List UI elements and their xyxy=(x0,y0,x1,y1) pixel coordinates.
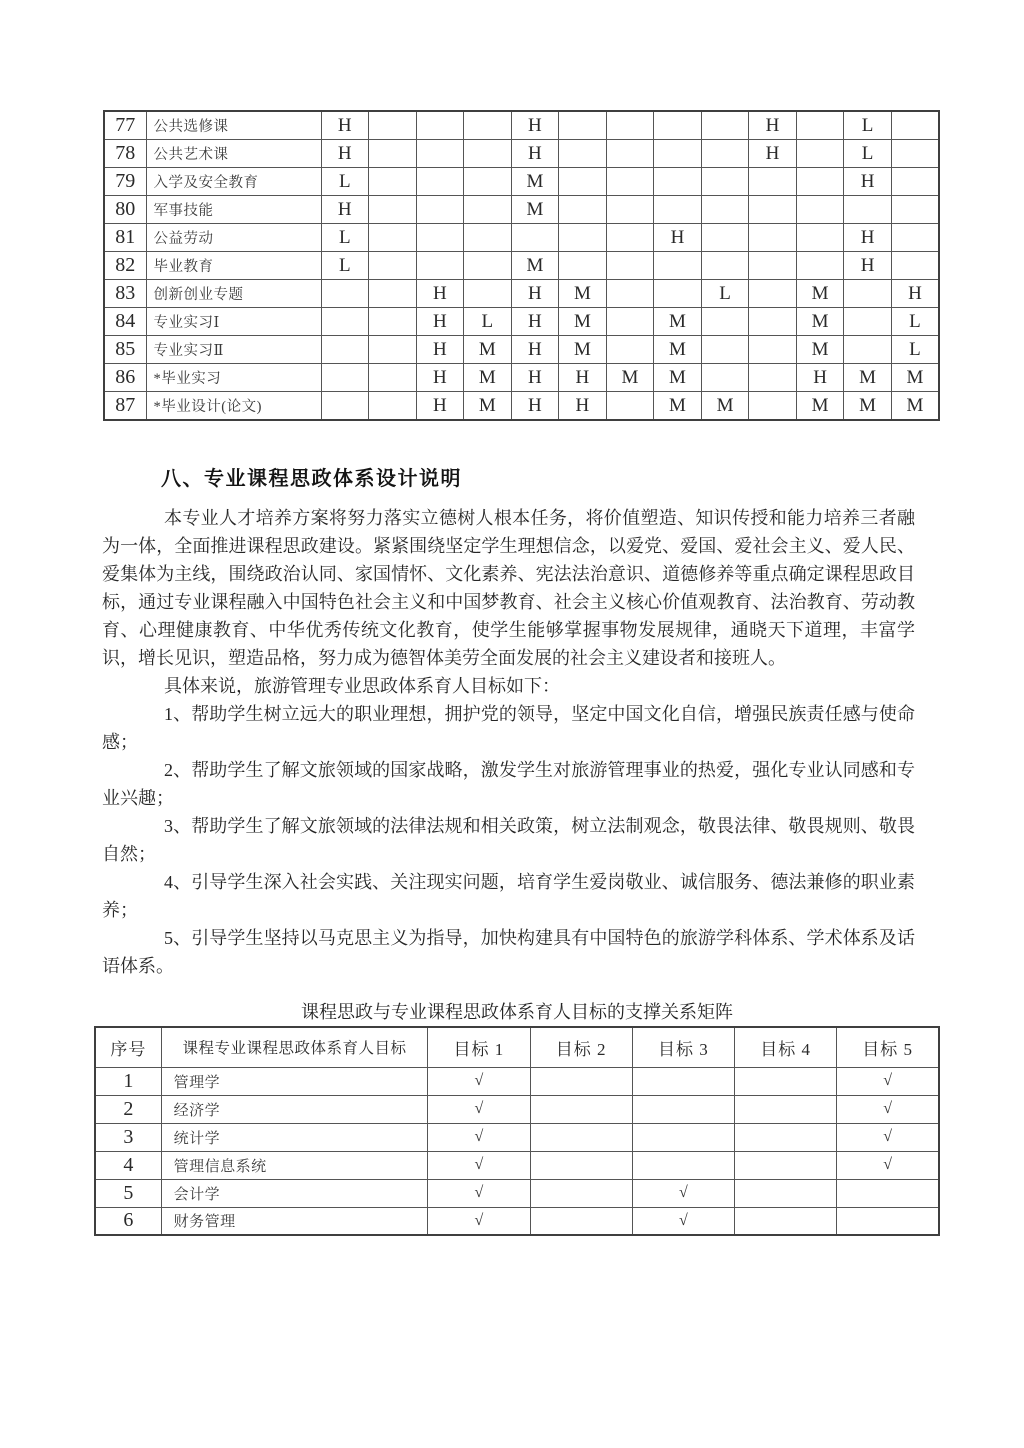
grade-cell: H xyxy=(844,252,892,280)
grade-cell: H xyxy=(796,364,844,392)
grade-cell: M xyxy=(654,392,702,421)
empty-cell xyxy=(632,1151,734,1179)
empty-cell xyxy=(530,1151,632,1179)
grade-cell xyxy=(464,280,512,308)
matrix-row xyxy=(104,168,939,196)
grade-cell: M xyxy=(559,336,607,364)
grade-cell xyxy=(464,252,512,280)
grade-cell xyxy=(654,196,702,224)
grade-cell xyxy=(321,308,369,336)
grade-cell xyxy=(369,168,417,196)
grade-cell: M xyxy=(654,308,702,336)
empty-cell xyxy=(530,1207,632,1235)
grade-cell: M xyxy=(796,280,844,308)
course-name-cell: 财务管理 xyxy=(161,1207,428,1235)
grade-cell xyxy=(749,392,797,421)
grade-cell xyxy=(749,224,797,252)
row-number-cell: 78 xyxy=(104,140,146,168)
grade-cell: M xyxy=(511,196,559,224)
grade-cell: M xyxy=(654,336,702,364)
grade-cell: M xyxy=(559,308,607,336)
row-number-cell: 3 xyxy=(95,1123,161,1151)
grade-cell xyxy=(606,111,654,140)
empty-cell xyxy=(734,1207,836,1235)
grade-cell xyxy=(749,336,797,364)
grade-cell: L xyxy=(891,308,939,336)
grade-cell xyxy=(891,111,939,140)
grade-cell: H xyxy=(416,280,464,308)
empty-cell xyxy=(530,1123,632,1151)
grade-cell xyxy=(321,336,369,364)
support-row xyxy=(95,1095,939,1123)
grade-cell: M xyxy=(464,392,512,421)
matrix-row xyxy=(104,196,939,224)
course-name-cell: 统计学 xyxy=(161,1123,428,1151)
course-name-cell: 创新创业专题 xyxy=(146,280,321,308)
grade-cell: L xyxy=(891,336,939,364)
grade-cell xyxy=(321,364,369,392)
matrix-row xyxy=(104,308,939,336)
grade-cell xyxy=(749,364,797,392)
matrix-row xyxy=(104,140,939,168)
grade-cell xyxy=(416,140,464,168)
grade-cell xyxy=(654,111,702,140)
grade-cell xyxy=(891,168,939,196)
row-number-cell: 83 xyxy=(104,280,146,308)
grade-cell: M xyxy=(796,336,844,364)
row-number-cell: 4 xyxy=(95,1151,161,1179)
empty-cell xyxy=(632,1067,734,1095)
grade-cell: H xyxy=(511,336,559,364)
row-number-cell: 1 xyxy=(95,1067,161,1095)
section-heading: 八、专业课程思政体系设计说明 xyxy=(161,468,462,490)
grade-cell xyxy=(369,196,417,224)
grade-cell: M xyxy=(559,280,607,308)
empty-cell xyxy=(837,1207,939,1235)
grade-cell: H xyxy=(844,168,892,196)
grade-cell xyxy=(606,252,654,280)
course-objective-matrix-table xyxy=(103,110,940,421)
column-header-cell: 目标 2 xyxy=(530,1027,632,1067)
grade-cell xyxy=(796,140,844,168)
grade-cell xyxy=(416,196,464,224)
checkmark-cell: √ xyxy=(428,1179,530,1207)
paragraph-lead-in: 具体来说，旅游管理专业思政体系育人目标如下： xyxy=(164,676,560,696)
empty-cell xyxy=(837,1179,939,1207)
empty-cell xyxy=(530,1067,632,1095)
grade-cell xyxy=(606,196,654,224)
grade-cell: M xyxy=(844,392,892,421)
grade-cell: H xyxy=(321,196,369,224)
empty-cell xyxy=(734,1179,836,1207)
matrix-row xyxy=(104,252,939,280)
grade-cell xyxy=(559,252,607,280)
empty-cell xyxy=(632,1123,734,1151)
grade-cell xyxy=(891,196,939,224)
grade-cell xyxy=(464,168,512,196)
grade-cell: M xyxy=(796,308,844,336)
grade-cell: L xyxy=(464,308,512,336)
grade-cell: L xyxy=(321,224,369,252)
grade-cell xyxy=(701,224,749,252)
grade-cell xyxy=(749,280,797,308)
grade-cell xyxy=(464,196,512,224)
checkmark-cell: √ xyxy=(632,1179,734,1207)
grade-cell: M xyxy=(891,392,939,421)
grade-cell xyxy=(701,336,749,364)
course-name-cell: *毕业实习 xyxy=(146,364,321,392)
grade-cell xyxy=(654,252,702,280)
grade-cell: L xyxy=(844,111,892,140)
grade-cell xyxy=(701,168,749,196)
empty-cell xyxy=(632,1095,734,1123)
grade-cell xyxy=(701,308,749,336)
grade-cell: H xyxy=(416,308,464,336)
support-row xyxy=(95,1179,939,1207)
grade-cell xyxy=(701,140,749,168)
matrix-row xyxy=(104,392,939,421)
checkmark-cell: √ xyxy=(428,1095,530,1123)
grade-cell: H xyxy=(511,392,559,421)
row-number-cell: 84 xyxy=(104,308,146,336)
row-number-cell: 77 xyxy=(104,111,146,140)
course-name-cell: 会计学 xyxy=(161,1179,428,1207)
column-header-cell: 目标 4 xyxy=(734,1027,836,1067)
grade-cell: L xyxy=(701,280,749,308)
goal-item-3: 3、帮助学生了解文旅领域的法律法规和相关政策，树立法制观念，敬畏法律、敬畏规则、敬畏自然； xyxy=(102,816,915,864)
course-name-cell: 公共选修课 xyxy=(146,111,321,140)
row-number-cell: 81 xyxy=(104,224,146,252)
grade-cell xyxy=(796,196,844,224)
grade-cell xyxy=(844,280,892,308)
checkmark-cell: √ xyxy=(837,1123,939,1151)
grade-cell xyxy=(749,308,797,336)
support-row xyxy=(95,1123,939,1151)
grade-cell xyxy=(654,140,702,168)
course-name-cell: 管理信息系统 xyxy=(161,1151,428,1179)
checkmark-cell: √ xyxy=(428,1151,530,1179)
grade-cell xyxy=(369,392,417,421)
grade-cell: H xyxy=(891,280,939,308)
column-header-cell: 课程专业课程思政体系育人目标 xyxy=(161,1027,428,1067)
grade-cell xyxy=(606,280,654,308)
goal-item-5: 5、引导学生坚持以马克思主义为指导，加快构建具有中国特色的旅游学科体系、学术体系及话语体系。 xyxy=(102,928,915,976)
matrix-row xyxy=(104,111,939,140)
grade-cell xyxy=(606,168,654,196)
row-number-cell: 86 xyxy=(104,364,146,392)
support-row xyxy=(95,1151,939,1179)
column-header-cell: 目标 1 xyxy=(428,1027,530,1067)
course-name-cell: 经济学 xyxy=(161,1095,428,1123)
support-row xyxy=(95,1067,939,1095)
grade-cell xyxy=(369,280,417,308)
row-number-cell: 6 xyxy=(95,1207,161,1235)
grade-cell xyxy=(511,224,559,252)
grade-cell xyxy=(559,140,607,168)
grade-cell: M xyxy=(844,364,892,392)
grade-cell xyxy=(796,252,844,280)
checkmark-cell: √ xyxy=(428,1207,530,1235)
row-number-cell: 5 xyxy=(95,1179,161,1207)
empty-cell xyxy=(734,1067,836,1095)
grade-cell: H xyxy=(416,336,464,364)
grade-cell xyxy=(369,308,417,336)
grade-cell: H xyxy=(511,111,559,140)
grade-cell xyxy=(464,224,512,252)
grade-cell xyxy=(606,392,654,421)
grade-cell xyxy=(606,336,654,364)
empty-cell xyxy=(734,1095,836,1123)
grade-cell xyxy=(606,224,654,252)
grade-cell: H xyxy=(511,280,559,308)
grade-cell xyxy=(844,308,892,336)
goal-item-2: 2、帮助学生了解文旅领域的国家战略，激发学生对旅游管理事业的热爱，强化专业认同感和专业兴趣； xyxy=(102,760,915,808)
grade-cell xyxy=(701,111,749,140)
empty-cell xyxy=(734,1151,836,1179)
grade-cell: M xyxy=(891,364,939,392)
checkmark-cell: √ xyxy=(837,1067,939,1095)
grade-cell xyxy=(891,224,939,252)
ideology-goal-support-table xyxy=(94,1026,940,1236)
grade-cell xyxy=(796,224,844,252)
column-header-cell: 序号 xyxy=(95,1027,161,1067)
grade-cell xyxy=(559,224,607,252)
goal-item-1: 1、帮助学生树立远大的职业理想，拥护党的领导，坚定中国文化自信，增强民族责任感与使命感； xyxy=(102,704,915,752)
matrix-row xyxy=(104,364,939,392)
paragraph-intro: 本专业人才培养方案将努力落实立德树人根本任务，将价值塑造、知识传授和能力培养三者融为一体，全面推进课程思政建设。紧紧围绕坚定学生理想信念，以爱党、爱国、爱社会主义、爱人民、爱集体为主线，围绕政治认同、家国情怀、文化素养、宪法法治意识、道德修养等重点确定课程思政目标，通过专业课程融入中国特色社会主义和中国梦教育、社会主义核心价值观教育、法治教育、劳动教育、心理健康教育、中华优秀传统文化教育，使学生能够掌握事物发展规律，通晓天下道理，丰富学识，增长见识，塑造品格，努力成为德智体美劳全面发展的社会主义建设者和接班人。 xyxy=(102,508,915,668)
grade-cell: H xyxy=(321,111,369,140)
support-table-header-row xyxy=(95,1027,939,1067)
grade-cell: M xyxy=(511,168,559,196)
course-name-cell: 公共艺术课 xyxy=(146,140,321,168)
grade-cell xyxy=(369,252,417,280)
grade-cell xyxy=(796,168,844,196)
grade-cell xyxy=(844,196,892,224)
checkmark-cell: √ xyxy=(632,1207,734,1235)
grade-cell xyxy=(701,196,749,224)
column-header-cell: 目标 5 xyxy=(837,1027,939,1067)
support-row xyxy=(95,1207,939,1235)
row-number-cell: 2 xyxy=(95,1095,161,1123)
grade-cell xyxy=(559,196,607,224)
grade-cell: M xyxy=(796,392,844,421)
grade-cell xyxy=(416,252,464,280)
grade-cell: M xyxy=(606,364,654,392)
course-name-cell: *毕业设计(论文) xyxy=(146,392,321,421)
course-name-cell: 专业实习Ⅰ xyxy=(146,308,321,336)
grade-cell: L xyxy=(321,168,369,196)
grade-cell: H xyxy=(511,364,559,392)
row-number-cell: 80 xyxy=(104,196,146,224)
empty-cell xyxy=(530,1179,632,1207)
grade-cell xyxy=(559,111,607,140)
support-table-title: 课程思政与专业课程思政体系育人目标的支撑关系矩阵 xyxy=(301,1002,733,1022)
grade-cell: M xyxy=(654,364,702,392)
grade-cell xyxy=(369,364,417,392)
grade-cell xyxy=(844,336,892,364)
grade-cell xyxy=(654,168,702,196)
course-name-cell: 入学及安全教育 xyxy=(146,168,321,196)
grade-cell: M xyxy=(701,392,749,421)
matrix-row xyxy=(104,336,939,364)
grade-cell xyxy=(559,168,607,196)
checkmark-cell: √ xyxy=(837,1151,939,1179)
grade-cell xyxy=(369,336,417,364)
grade-cell xyxy=(416,168,464,196)
course-name-cell: 管理学 xyxy=(161,1067,428,1095)
grade-cell: H xyxy=(559,364,607,392)
empty-cell xyxy=(530,1095,632,1123)
empty-cell xyxy=(734,1123,836,1151)
grade-cell: H xyxy=(749,140,797,168)
grade-cell xyxy=(321,280,369,308)
grade-cell xyxy=(891,140,939,168)
matrix-row xyxy=(104,280,939,308)
grade-cell xyxy=(369,224,417,252)
row-number-cell: 79 xyxy=(104,168,146,196)
grade-cell: M xyxy=(464,336,512,364)
grade-cell xyxy=(369,140,417,168)
grade-cell xyxy=(749,196,797,224)
grade-cell: H xyxy=(321,140,369,168)
course-name-cell: 公益劳动 xyxy=(146,224,321,252)
grade-cell: M xyxy=(464,364,512,392)
grade-cell xyxy=(749,168,797,196)
section-body xyxy=(102,504,915,980)
grade-cell xyxy=(464,111,512,140)
grade-cell: H xyxy=(749,111,797,140)
grade-cell xyxy=(416,111,464,140)
grade-cell xyxy=(701,252,749,280)
grade-cell: H xyxy=(416,364,464,392)
row-number-cell: 87 xyxy=(104,392,146,421)
grade-cell xyxy=(321,392,369,421)
column-header-cell: 目标 3 xyxy=(632,1027,734,1067)
grade-cell xyxy=(606,308,654,336)
grade-cell: H xyxy=(654,224,702,252)
checkmark-cell: √ xyxy=(837,1095,939,1123)
goal-item-4: 4、引导学生深入社会实践、关注现实问题，培育学生爱岗敬业、诚信服务、德法兼修的职业素养； xyxy=(102,872,915,920)
grade-cell: L xyxy=(321,252,369,280)
grade-cell xyxy=(701,364,749,392)
matrix-row xyxy=(104,224,939,252)
grade-cell: M xyxy=(511,252,559,280)
row-number-cell: 82 xyxy=(104,252,146,280)
grade-cell xyxy=(606,140,654,168)
grade-cell: H xyxy=(416,392,464,421)
row-number-cell: 85 xyxy=(104,336,146,364)
course-name-cell: 专业实习Ⅱ xyxy=(146,336,321,364)
checkmark-cell: √ xyxy=(428,1067,530,1095)
course-name-cell: 军事技能 xyxy=(146,196,321,224)
grade-cell: L xyxy=(844,140,892,168)
grade-cell xyxy=(654,280,702,308)
grade-cell xyxy=(416,224,464,252)
grade-cell: H xyxy=(511,308,559,336)
grade-cell xyxy=(369,111,417,140)
grade-cell xyxy=(464,140,512,168)
grade-cell xyxy=(749,252,797,280)
grade-cell xyxy=(891,252,939,280)
grade-cell: H xyxy=(559,392,607,421)
course-name-cell: 毕业教育 xyxy=(146,252,321,280)
checkmark-cell: √ xyxy=(428,1123,530,1151)
grade-cell xyxy=(796,111,844,140)
grade-cell: H xyxy=(844,224,892,252)
grade-cell: H xyxy=(511,140,559,168)
